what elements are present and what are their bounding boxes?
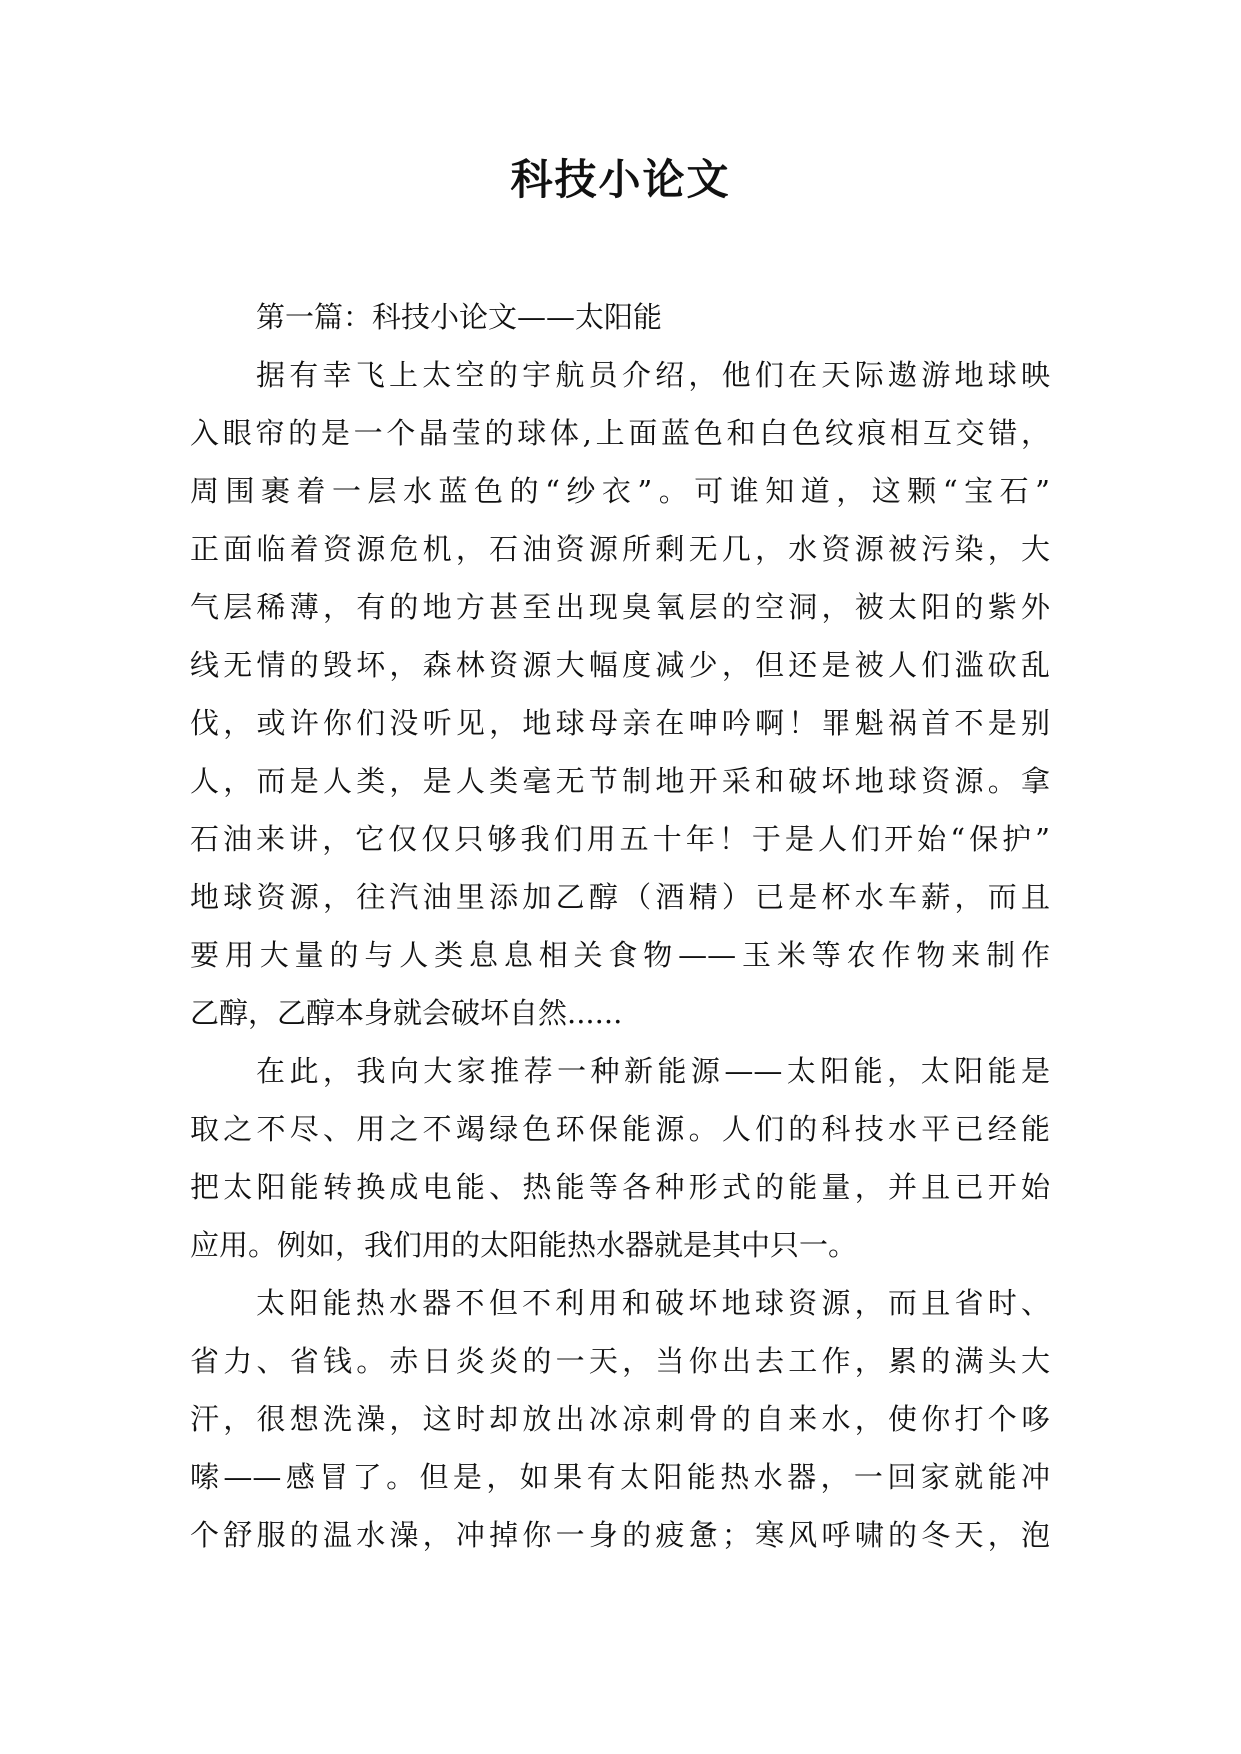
text-line: 周围裹着一层水蓝色的“纱衣”。可谁知道，这颗“宝石” xyxy=(190,474,1050,508)
text-line: 省力、省钱。赤日炎炎的一天，当你出去工作，累的满头大 xyxy=(190,1344,1050,1378)
text-line: 应用。例如，我们用的太阳能热水器就是其中只一。 xyxy=(190,1228,858,1262)
text-line: 太阳能热水器不但不利用和破坏地球资源，而且省时、 xyxy=(256,1286,1050,1320)
document-title: 科技小论文 xyxy=(510,155,731,204)
document-body xyxy=(190,288,1050,1564)
text-line: 据有幸飞上太空的宇航员介绍，他们在天际遨游地球映 xyxy=(256,358,1050,392)
text-line: 石油来讲，它仅仅只够我们用五十年！于是人们开始“保护” xyxy=(190,822,1050,856)
text-line: 嗦——感冒了。但是，如果有太阳能热水器，一回家就能冲 xyxy=(190,1460,1050,1494)
text-line: 地球资源，往汽油里添加乙醇（酒精）已是杯水车薪，而且 xyxy=(190,880,1050,914)
text-line: 把太阳能转换成电能、热能等各种形式的能量，并且已开始 xyxy=(190,1170,1050,1204)
text-line: 气层稀薄，有的地方甚至出现臭氧层的空洞，被太阳的紫外 xyxy=(190,590,1050,624)
text-line: 取之不尽、用之不竭绿色环保能源。人们的科技水平已经能 xyxy=(190,1112,1050,1146)
text-line: 汗，很想洗澡，这时却放出冰凉刺骨的自来水，使你打个哆 xyxy=(190,1402,1050,1436)
text-line: 在此，我向大家推荐一种新能源——太阳能，太阳能是 xyxy=(256,1054,1050,1088)
text-line: 个舒服的温水澡，冲掉你一身的疲惫；寒风呼啸的冬天，泡 xyxy=(190,1518,1050,1552)
text-line: 正面临着资源危机，石油资源所剩无几，水资源被污染，大 xyxy=(190,532,1050,566)
text-line: 人，而是人类，是人类毫无节制地开采和破坏地球资源。拿 xyxy=(190,764,1050,798)
text-line: 线无情的毁坏，森林资源大幅度减少，但还是被人们滥砍乱 xyxy=(190,648,1050,682)
text-line: 入眼帘的是一个晶莹的球体,上面蓝色和白色纹痕相互交错， xyxy=(190,416,1050,450)
text-line: 乙醇，乙醇本身就会破坏自然...... xyxy=(190,996,623,1030)
text-line: 要用大量的与人类息息相关食物——玉米等农作物来制作 xyxy=(190,938,1050,972)
text-line: 伐，或许你们没听见，地球母亲在呻吟啊！罪魁祸首不是别 xyxy=(190,706,1050,740)
text-line: 第一篇：科技小论文——太阳能 xyxy=(256,300,663,334)
